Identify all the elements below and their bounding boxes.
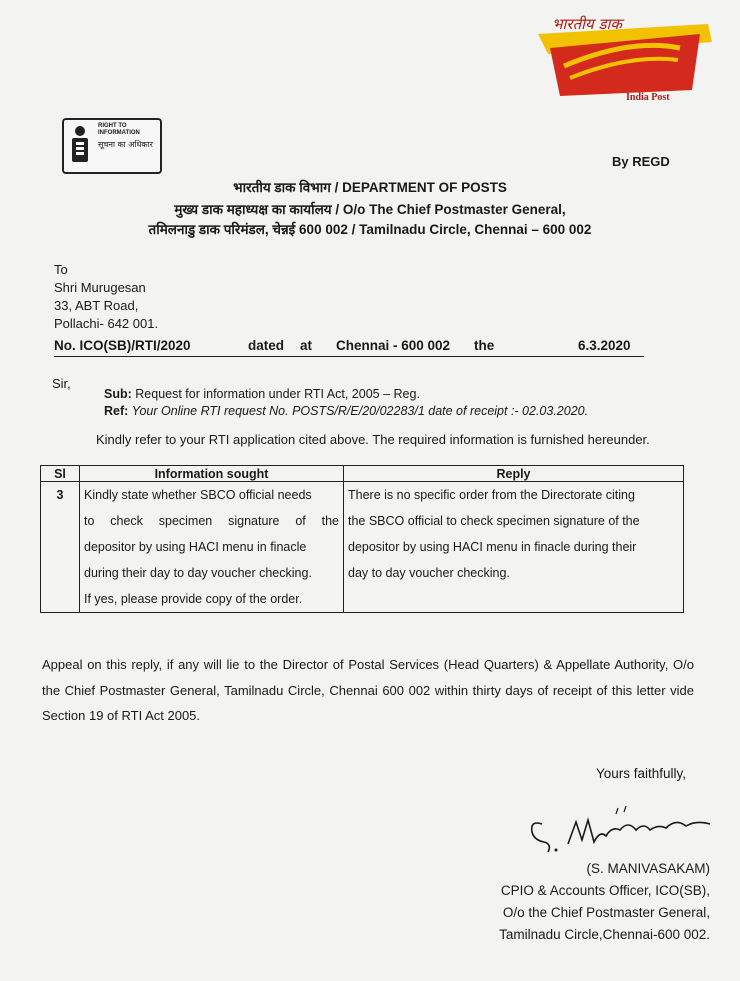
india-post-logo — [530, 8, 720, 108]
row-info — [80, 482, 344, 613]
letter-place: Chennai - 600 002 — [336, 338, 451, 353]
appeal-paragraph: Appeal on this reply, if any will lie to the Director of Postal Services (Head Quarters) & Appellate Authority, O/o the Chief Postmaster General, Tamilnadu Circle, Chennai 600 002 within thirty days of receipt of this letter vide Section 19 of RTI Act 2005. — [42, 657, 694, 723]
address-street: 33, ABT Road, — [54, 298, 139, 313]
header-line-3: तमिलनाडु डाक परिमंडल, चेन्नई 600 002 / Tamilnadu Circle, Chennai – 600 002 — [148, 222, 592, 237]
subject-text: Request for information under RTI Act, 2005 – Reg. — [135, 387, 420, 401]
header-information-sought: Information sought — [80, 466, 344, 482]
rti-badge-hindi: सूचना का अधिकार — [98, 140, 153, 149]
ref-text: Your Online RTI request No. POSTS/R/E/20/02283/1 date of receipt :- 02.03.2020. — [131, 404, 589, 418]
reply-line: depositor by using HACI menu in finacle during their — [348, 540, 637, 554]
info-line: depositor by using HACI menu in finacle — [84, 540, 307, 554]
by-regd-label: By REGD — [612, 154, 670, 169]
reply-line: day to day voucher checking. — [348, 566, 510, 580]
info-line: Kindly state whether SBCO official needs — [84, 488, 312, 502]
handwritten-signature — [520, 800, 730, 860]
header-sl: Sl — [41, 466, 80, 482]
header-reply: Reply — [344, 466, 684, 482]
signatory-title: CPIO & Accounts Officer, ICO(SB), — [500, 883, 710, 898]
logo-hindi-text: भारतीय डाक — [552, 15, 622, 33]
address-city: Pollachi- 642 001. — [54, 316, 159, 331]
the-label: the — [474, 338, 495, 353]
row-sl: 3 — [41, 482, 80, 613]
table-row — [41, 482, 684, 613]
info-line: to check specimen signature of the — [84, 514, 339, 528]
signature-scribble-icon — [520, 800, 730, 860]
rti-person-icon — [68, 124, 96, 166]
rti-reply-table — [40, 465, 684, 613]
table-header-row — [41, 466, 684, 482]
rti-badge — [62, 118, 162, 174]
signatory-circle: Tamilnadu Circle,Chennai-600 002. — [499, 927, 710, 942]
intro-text: Kindly refer to your RTI application cited above. The required information is furnished hereunder. — [96, 432, 650, 447]
subject-label: Sub: — [104, 387, 132, 401]
reply-line: There is no specific order from the Directorate citing — [348, 488, 635, 502]
closing: Yours faithfully, — [596, 766, 687, 781]
rti-badge-english: RIGHT TO INFORMATION — [98, 123, 140, 136]
signatory-office: O/o the Chief Postmaster General, — [502, 905, 710, 920]
dated-label: dated — [248, 338, 285, 353]
info-line: If yes, please provide copy of the order. — [84, 592, 303, 606]
address-to: To — [54, 262, 68, 277]
row-reply — [344, 482, 684, 613]
salutation: Sir, — [52, 376, 71, 391]
reference-underline — [54, 356, 644, 357]
reply-line: the SBCO official to check specimen signature of the — [348, 514, 640, 528]
ref-label: Ref: — [104, 404, 129, 418]
letter-date: 6.3.2020 — [578, 338, 631, 353]
subject-line — [104, 387, 420, 401]
logo-english-text: India Post — [626, 92, 670, 103]
header-line-1: भारतीय डाक विभाग / DEPARTMENT OF POSTS — [233, 180, 507, 195]
address-name: Shri Murugesan — [54, 280, 146, 295]
letter-number: No. ICO(SB)/RTI/2020 — [54, 338, 191, 353]
at-label: at — [300, 338, 313, 353]
info-line: during their day to day voucher checking. — [84, 566, 312, 580]
ref-line — [104, 404, 588, 418]
header-line-2: मुख्य डाक महाध्यक्ष का कार्यालय / O/o The Chief Postmaster General, — [174, 202, 566, 217]
signatory-name: (S. MANIVASAKAM) — [586, 861, 710, 876]
